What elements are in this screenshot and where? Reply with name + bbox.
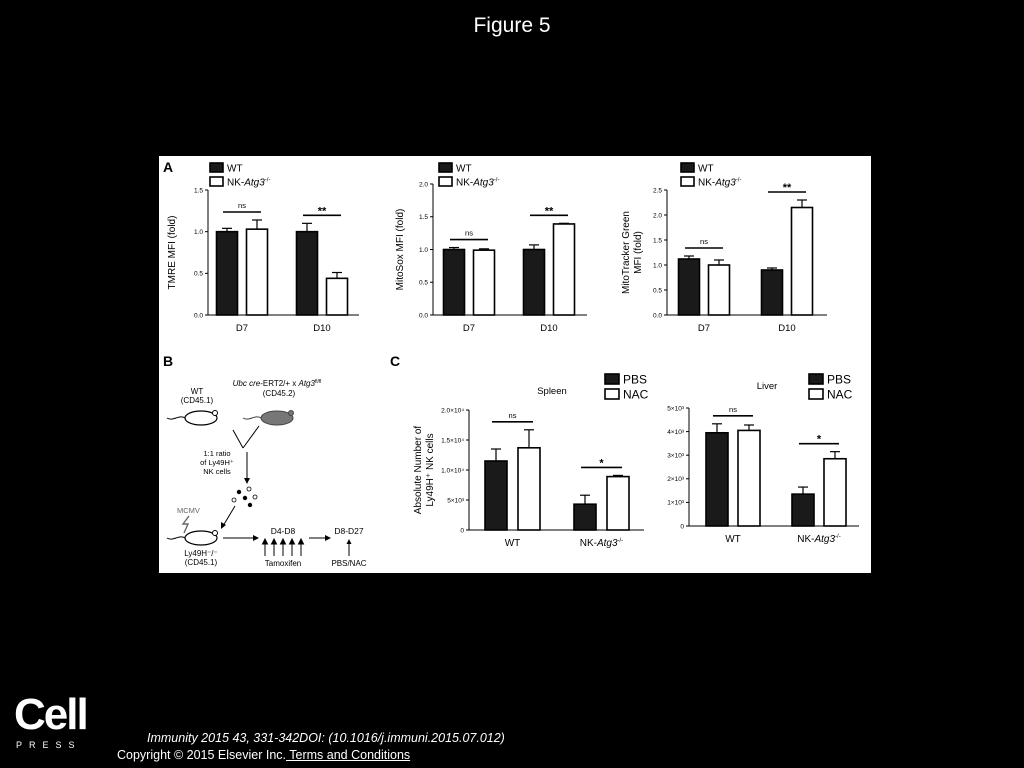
spleen-bar bbox=[485, 461, 507, 530]
mitotracker-category-label: D10 bbox=[778, 323, 796, 334]
wt-mouse-icon bbox=[167, 411, 218, 426]
d8d27-label: D8-D27 bbox=[334, 526, 364, 536]
spleen-significance-label: * bbox=[599, 457, 604, 470]
tmre-bar bbox=[247, 229, 268, 315]
spleen-legend-swatch-nac bbox=[605, 389, 619, 399]
mitosox-legend-swatch-ko bbox=[439, 177, 452, 186]
liver-ytick-label: 2×10³ bbox=[667, 476, 684, 484]
tamoxifen-arrows bbox=[263, 539, 304, 556]
ratio-line1: 1:1 ratio bbox=[203, 449, 231, 458]
tmre-bar bbox=[327, 278, 348, 315]
liver-legend-swatch-pbs bbox=[809, 374, 823, 384]
mitotracker-y-label: MFI (fold) bbox=[633, 231, 644, 274]
spleen-bar bbox=[574, 504, 596, 530]
mitosox-bar bbox=[444, 250, 465, 316]
liver-legend-swatch-nac bbox=[809, 389, 823, 399]
tmre-significance-label: ** bbox=[317, 205, 327, 218]
liver-category-label: NK-Atg3-/- bbox=[797, 534, 841, 545]
liver-ytick-label: 5×10³ bbox=[667, 405, 684, 413]
mcmv-label: MCMV bbox=[177, 506, 200, 515]
spleen-y-label: Ly49H⁺ NK cells bbox=[425, 433, 436, 507]
tmre-category-label: D10 bbox=[313, 323, 331, 334]
d4d8-label: D4-D8 bbox=[270, 526, 296, 536]
panel-label-c: C bbox=[390, 353, 401, 369]
mitotracker-significance-label: ns bbox=[700, 237, 708, 246]
host-sub: (CD45.1) bbox=[184, 558, 218, 567]
cre-mouse-icon bbox=[243, 411, 294, 426]
mitosox-ytick-label: 1.0 bbox=[418, 246, 428, 254]
liver-bar bbox=[738, 430, 760, 526]
slide-title: Figure 5 bbox=[473, 14, 551, 37]
mitotracker-legend-swatch-ko bbox=[681, 177, 694, 186]
liver-ytick-label: 0 bbox=[680, 523, 684, 531]
terms-link[interactable]: Terms and Conditions bbox=[286, 748, 411, 762]
mitotracker-significance-label: ** bbox=[782, 182, 792, 194]
figure-panel bbox=[159, 156, 871, 573]
spleen-significance-label: ns bbox=[508, 410, 517, 420]
mitosox-category-label: D10 bbox=[540, 323, 558, 334]
mitotracker-y-label: MitoTracker Green bbox=[621, 211, 632, 294]
mitotracker-bar bbox=[709, 265, 730, 315]
cell-press-logo bbox=[14, 690, 87, 754]
cre-donor-sub: (CD45.2) bbox=[262, 389, 296, 398]
mitosox-ytick-label: 2.0 bbox=[418, 181, 428, 189]
tmre-ytick-label: 1.5 bbox=[193, 187, 203, 195]
ratio-line3: NK cells bbox=[203, 467, 231, 476]
chart-liver bbox=[667, 373, 859, 546]
mitosox-category-label: D7 bbox=[462, 323, 476, 334]
logo-word: Cell bbox=[14, 690, 87, 739]
spleen-legend-label-nac: NAC bbox=[623, 387, 649, 402]
arrow-down-head bbox=[244, 478, 250, 484]
mitotracker-ytick-label: 1.0 bbox=[652, 262, 662, 270]
pbs-nac-label: PBS/NAC bbox=[331, 559, 367, 568]
spleen-ytick-label: 0 bbox=[460, 527, 464, 535]
spleen-category-label: WT bbox=[504, 538, 521, 549]
chart-tmre bbox=[167, 163, 359, 334]
mitosox-ytick-label: 1.5 bbox=[418, 214, 428, 222]
copyright-line bbox=[117, 748, 410, 762]
tmre-legend-label-wt: WT bbox=[227, 163, 243, 175]
merge-line-left bbox=[233, 430, 243, 448]
tmre-legend-swatch-wt bbox=[210, 163, 223, 172]
liver-bar bbox=[792, 494, 814, 526]
mitotracker-legend-swatch-wt bbox=[681, 163, 694, 172]
spleen-bar bbox=[607, 477, 629, 530]
timeline-arrow-2-head bbox=[325, 535, 331, 541]
mitotracker-category-label: D7 bbox=[697, 323, 711, 334]
mcmv-bolt-icon bbox=[183, 516, 189, 533]
mitosox-y-label: MitoSox MFI (fold) bbox=[395, 208, 406, 291]
chart-spleen bbox=[413, 373, 649, 550]
tmre-significance-label: ns bbox=[238, 201, 246, 210]
spleen-legend-label-pbs: PBS bbox=[623, 372, 648, 387]
chart-mitosox bbox=[395, 163, 587, 334]
mitosox-bar bbox=[524, 250, 545, 316]
logo-press: PRESS bbox=[16, 740, 82, 750]
mitosox-ytick-label: 0.5 bbox=[418, 279, 428, 287]
liver-category-label: WT bbox=[725, 534, 741, 545]
liver-bar bbox=[706, 433, 728, 526]
mitosox-significance-label: ns bbox=[465, 228, 473, 238]
mitosox-legend-label-ko: NK-Atg3-/- bbox=[456, 177, 500, 189]
tmre-ytick-label: 0.0 bbox=[193, 312, 203, 320]
chart-mitotracker bbox=[621, 163, 827, 334]
mitosox-legend-swatch-wt bbox=[439, 163, 452, 172]
spleen-legend-swatch-pbs bbox=[605, 374, 619, 384]
wt-donor-label: WT bbox=[190, 387, 204, 396]
tmre-legend-swatch-ko bbox=[210, 177, 223, 186]
tmre-category-label: D7 bbox=[235, 323, 249, 334]
pbs-nac-arrow-head bbox=[347, 539, 352, 544]
host-mouse-icon bbox=[167, 531, 218, 546]
liver-ytick-label: 4×10³ bbox=[667, 428, 684, 436]
panel-label-b: B bbox=[163, 353, 174, 369]
liver-ytick-label: 3×10³ bbox=[667, 452, 684, 460]
spleen-category-label: NK-Atg3-/- bbox=[579, 538, 624, 549]
spleen-y-label: Absolute Number of bbox=[413, 425, 424, 515]
arrow-to-host bbox=[223, 506, 235, 526]
mitosox-bar bbox=[554, 224, 575, 315]
mitotracker-bar bbox=[792, 208, 813, 316]
mitotracker-ytick-label: 2.0 bbox=[652, 212, 662, 220]
mitotracker-ytick-label: 0.0 bbox=[652, 312, 662, 320]
tmre-ytick-label: 1.0 bbox=[193, 228, 203, 236]
mitosox-significance-label: ** bbox=[544, 205, 554, 218]
spleen-ytick-label: 5×10³ bbox=[447, 497, 464, 505]
cre-donor-label: Ubc cre-ERT2/+ x $Atg3^{fl/fl}$ bbox=[232, 379, 322, 388]
tmre-bar bbox=[297, 232, 318, 315]
mitotracker-bar bbox=[679, 259, 700, 315]
liver-legend-label-pbs: PBS bbox=[827, 372, 852, 387]
mitotracker-legend-label-wt: WT bbox=[698, 163, 714, 175]
panel-label-a: A bbox=[163, 159, 174, 175]
liver-bar bbox=[824, 459, 846, 526]
tamoxifen-label: Tamoxifen bbox=[264, 559, 302, 568]
figure-svg bbox=[159, 156, 871, 573]
diagram-b bbox=[167, 379, 367, 568]
spleen-bar bbox=[518, 448, 540, 530]
mitotracker-ytick-label: 1.5 bbox=[652, 237, 662, 245]
merge-line-right bbox=[243, 426, 259, 448]
cells-cluster bbox=[232, 487, 257, 507]
liver-ytick-label: 1×10³ bbox=[667, 499, 684, 507]
host-label: Ly49H⁻/⁻ bbox=[184, 549, 218, 558]
spleen-ytick-label: 1.5×10⁴ bbox=[441, 437, 464, 445]
tmre-y-label: TMRE MFI (fold) bbox=[167, 215, 178, 290]
ratio-line2: of Ly49H⁺ bbox=[200, 458, 234, 467]
wt-donor-sub: (CD45.1) bbox=[180, 396, 214, 405]
tmre-legend-label-ko: NK-Atg3-/- bbox=[227, 177, 271, 189]
tmre-bar bbox=[217, 232, 238, 315]
copyright-text: Copyright © 2015 Elsevier Inc. bbox=[117, 748, 287, 762]
citation: Immunity 2015 43, 331-342DOI: (10.1016/j.immuni.2015.07.012) bbox=[147, 731, 505, 745]
tmre-ytick-label: 0.5 bbox=[193, 270, 203, 278]
mitosox-legend-label-wt: WT bbox=[456, 163, 472, 175]
liver-significance-label: * bbox=[816, 433, 822, 446]
mitotracker-ytick-label: 2.5 bbox=[652, 187, 662, 195]
mitotracker-bar bbox=[762, 270, 783, 315]
mitotracker-ytick-label: 0.5 bbox=[652, 287, 662, 295]
liver-title: Liver bbox=[756, 381, 778, 392]
liver-legend-label-nac: NAC bbox=[827, 387, 853, 402]
mitosox-bar bbox=[474, 250, 495, 315]
spleen-ytick-label: 2.0×10⁴ bbox=[441, 407, 464, 415]
spleen-ytick-label: 1.0×10⁴ bbox=[441, 467, 464, 475]
liver-significance-label: ns bbox=[729, 404, 737, 414]
mitosox-ytick-label: 0.0 bbox=[418, 312, 428, 320]
spleen-title: Spleen bbox=[537, 386, 567, 397]
timeline-arrow-1-head bbox=[253, 535, 259, 541]
mitotracker-legend-label-ko: NK-Atg3-/- bbox=[698, 177, 742, 189]
